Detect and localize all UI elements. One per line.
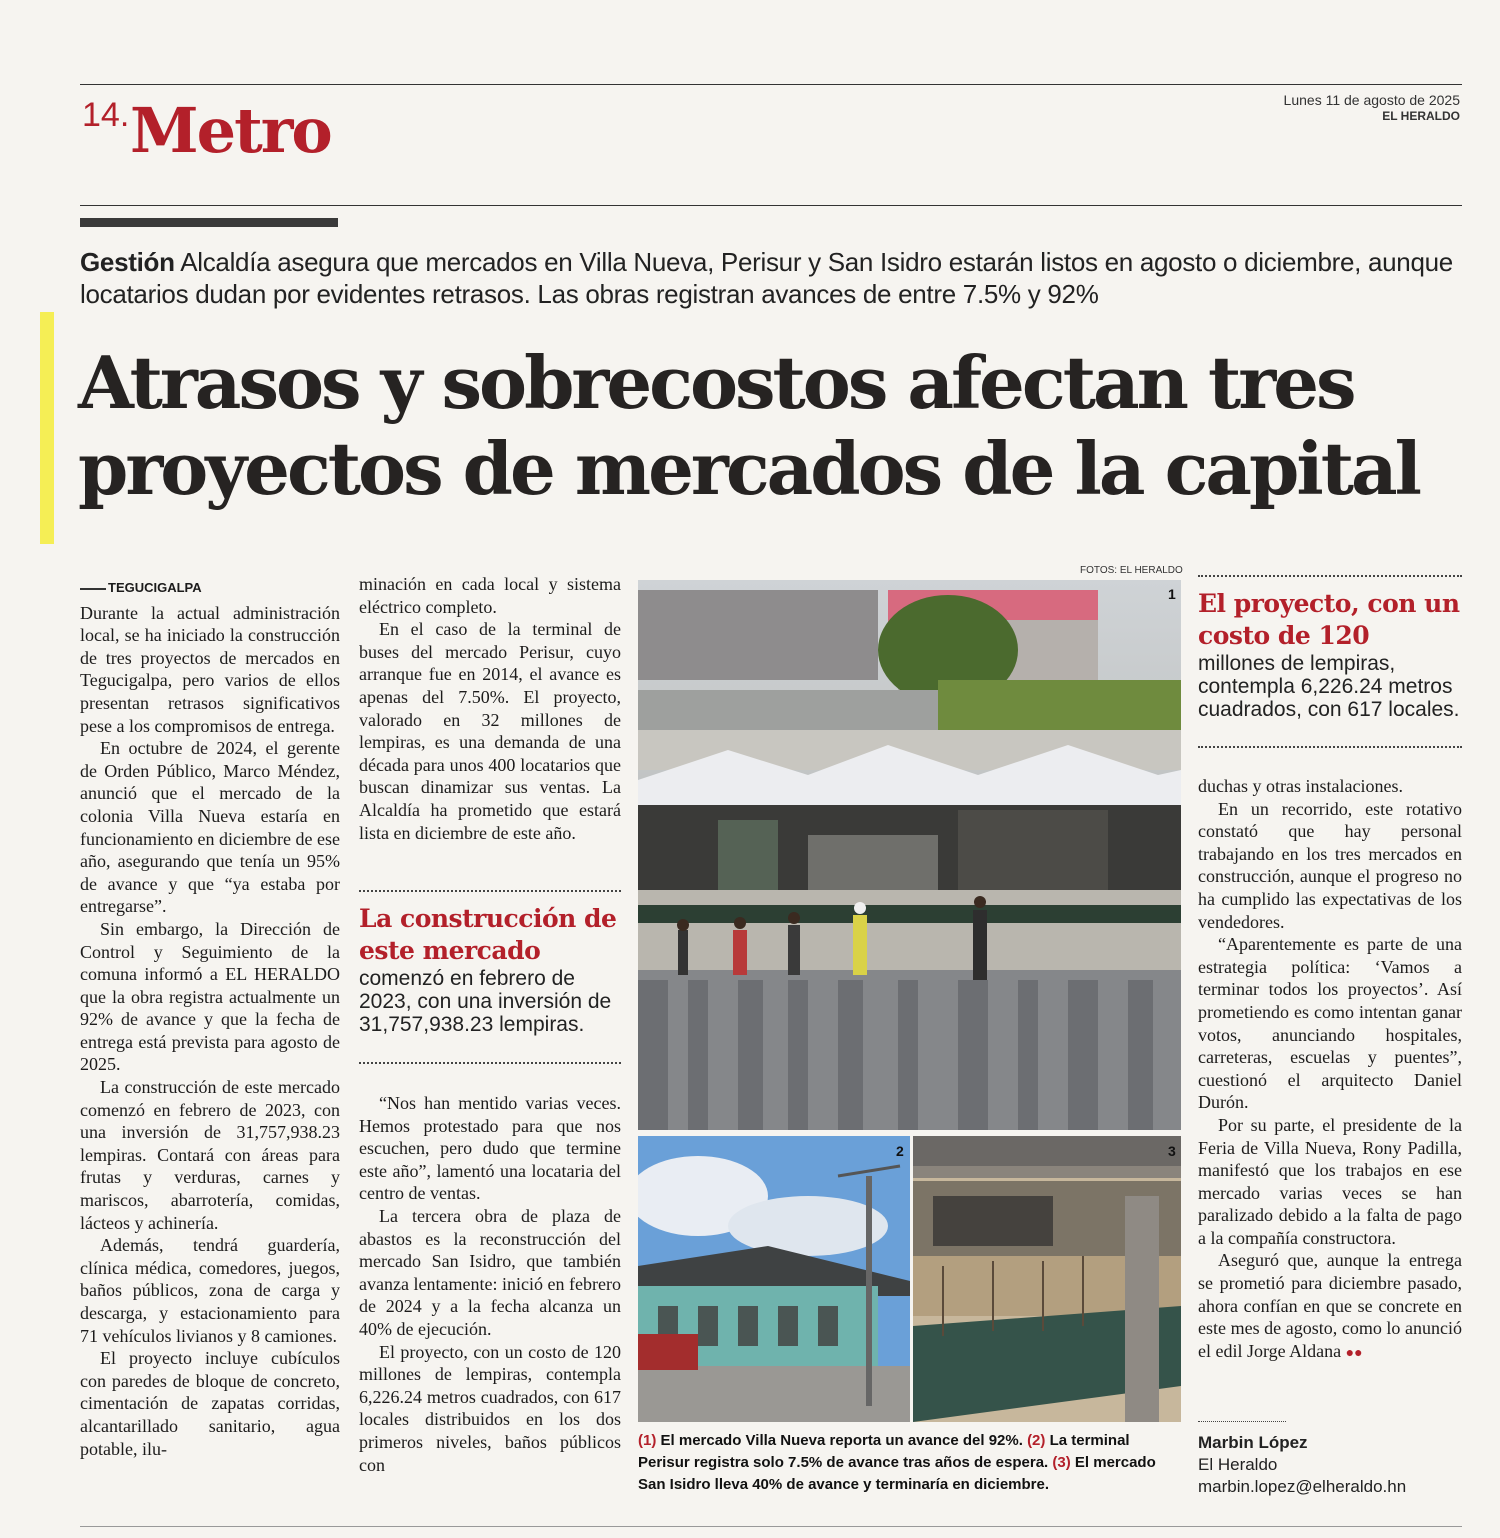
page-number: 14. xyxy=(82,96,130,134)
paragraph: Durante la actual administración local, se ha iniciado la construcción de tres proyectos de mercados en Tegucigalpa, pero varios de ellos presentan retrasos significativos pese a los compromisos de entrega. xyxy=(80,602,340,736)
headline-line-2: proyectos de mercados de la capital xyxy=(78,426,1420,511)
pullquote-construction xyxy=(359,903,621,1036)
byline xyxy=(1198,1432,1406,1498)
photo-caption xyxy=(638,1430,1183,1496)
paragraph: Además, tendrá guardería, clínica médica, comedores, juegos, baños públicos, zona de carga y descarga, y estacionamiento para 71 vehículos livianos y 8 camiones. xyxy=(80,1235,340,1346)
section-title: Metro xyxy=(130,94,331,167)
paragraph: “Aparentemente es parte de una estrategia política: ‘Vamos a terminar todos los proyectos’. Así prometiendo es como intentan ganar votos, anunciando hospitales, carreteras, escuelas y puentes”, cuestionó el arquitecto Daniel Durón. xyxy=(1198,934,1462,1113)
photo-credit: FOTOS: EL HERALDO xyxy=(1080,565,1183,576)
paragraph: minación en cada local y sistema eléctrico completo. xyxy=(359,574,621,617)
article-column-2-bottom xyxy=(359,1092,621,1476)
marker-highlight xyxy=(40,312,54,544)
section-bar xyxy=(80,218,338,227)
pullquote-divider xyxy=(359,1062,621,1064)
paragraph: El proyecto incluye cubículos con paredes de bloque de concreto, cimentación de zapatas corridas, alcantarillado sanitario, agua potable, ilu- xyxy=(80,1348,340,1459)
photo-number-1: 1 xyxy=(1168,586,1176,602)
paragraph: En octubre de 2024, el gerente de Orden Público, Marco Méndez, anunció que el mercado de la colonia Villa Nueva estaría en funcionamiento en diciembre de ese año, asegurando que tenía un 95% de avance y que “ya estaba por entregarse”. xyxy=(80,738,340,917)
paragraph: El proyecto, con un costo de 120 millones de lempiras, contempla 6,226.24 metros cuadrados, con 617 locales distribuidos en los dos primeros niveles, baños públicos con xyxy=(359,1341,621,1475)
caption-text: El mercado San Isidro lleva 40% de avance y terminaría en diciembre. xyxy=(638,1454,1156,1493)
caption-number: (2) xyxy=(1027,1432,1046,1449)
masthead-rule xyxy=(80,205,1462,206)
paragraph: Sin embargo, la Dirección de Control y Seguimiento de la comuna informó a EL HERALDO que la obra registra actualmente un 92% de avance y que la fecha de entrega está prevista para agosto de 2025. xyxy=(80,918,340,1075)
author-email[interactable]: marbin.lopez@elheraldo.hn xyxy=(1198,1477,1407,1496)
issue-date-block xyxy=(1284,92,1460,124)
paragraph-text: Aseguró que, aunque la entrega se prometió para diciembre pasado, ahora confían en que se concrete en este mes de agosto, como lo anunció el edil Jorge Aldana xyxy=(1198,1250,1462,1361)
byline-divider xyxy=(1198,1421,1286,1422)
photo-san-isidro-market xyxy=(913,1136,1181,1422)
article-column-3 xyxy=(1198,775,1462,1365)
pullquote-body: millones de lempiras, contempla 6,226.24 metros cuadrados, con 617 locales. xyxy=(1198,652,1460,721)
construction-site-image xyxy=(913,1136,1181,1422)
paper-name: EL HERALDO xyxy=(1382,109,1460,123)
top-rule xyxy=(80,84,1462,85)
paragraph: “Nos han mentido varias veces. Hemos protestado para que nos escuchen, pero dudo que termine este año”, lamentó una locataria del centro de ventas. xyxy=(359,1093,621,1204)
bottom-rule xyxy=(80,1526,1462,1527)
lead-label: Gestión xyxy=(80,247,175,277)
pullquote-title: El proyecto, con un costo de 120 xyxy=(1198,589,1460,650)
paragraph: La construcción de este mercado comenzó en febrero de 2023, con una inversión de 31,757,938.23 lempiras. Contará con áreas para frutas y verduras, carnes y mariscos, abarrotería, comidas, lácteos y achinería. xyxy=(80,1077,340,1233)
caption-number: (3) xyxy=(1052,1454,1071,1471)
author-outlet: El Heraldo xyxy=(1198,1455,1278,1474)
pullquote-cost xyxy=(1198,588,1462,721)
headline-line-1: Atrasos y sobrecostos afectan tres xyxy=(78,340,1354,425)
caption-number: (1) xyxy=(638,1432,657,1449)
pullquote-divider xyxy=(359,890,621,892)
headline xyxy=(78,340,1478,512)
end-mark: ●● xyxy=(1345,1345,1363,1361)
paragraph: La tercera obra de plaza de abastos es la reconstrucción del mercado San Isidro, que también avanza lentamente: inició en febrero de 2024 y a la fecha alcanza un 40% de ejecución. xyxy=(359,1205,621,1339)
article-column-2-top xyxy=(359,573,621,844)
photo-perisur-terminal xyxy=(638,1136,910,1422)
photo-villa-nueva-market xyxy=(638,580,1181,1130)
paragraph: Por su parte, el presidente de la Feria de Villa Nueva, Rony Padilla, manifestó que los trabajos en ese mercado varias veces se han paralizado debido a la falta de pago a la compañía constructora. xyxy=(1198,1114,1462,1248)
lead-deck xyxy=(80,246,1465,310)
photo-number-2: 2 xyxy=(896,1143,904,1159)
caption-text: El mercado Villa Nueva reporta un avance del 92%. xyxy=(656,1432,1028,1449)
pullquote-divider xyxy=(1198,746,1462,748)
lead-text: Alcaldía asegura que mercados en Villa Nueva, Perisur y San Isidro estarán listos en agosto o diciembre, aunque locatarios dudan por evidentes retrasos. Las obras registran avances de entre 7.5% y 92% xyxy=(80,247,1453,309)
article-column-1 xyxy=(80,577,340,1460)
issue-date: Lunes 11 de agosto de 2025 xyxy=(1283,92,1460,108)
author-name: Marbin López xyxy=(1198,1433,1308,1452)
bus-terminal-image xyxy=(638,1136,910,1422)
dateline: TEGUCIGALPA xyxy=(80,577,340,600)
paragraph xyxy=(1198,1249,1462,1365)
market-construction-image xyxy=(638,580,1181,1130)
pullquote-body: comenzó en febrero de 2023, con una inversión de 31,757,938.23 lempiras. xyxy=(359,967,612,1036)
photo-number-3: 3 xyxy=(1168,1143,1176,1159)
paragraph: En un recorrido, este rotativo constató que hay personal trabajando en los tres mercados en construcción, aunque el progreso no ha cumplido las expectativas de los vendedores. xyxy=(1198,798,1462,932)
paragraph: duchas y otras instalaciones. xyxy=(1198,776,1403,796)
caption-text: La terminal Perisur registra solo 7.5% de avance tras años de espera. xyxy=(638,1432,1130,1471)
paragraph: En el caso de la terminal de buses del mercado Perisur, cuyo arranque fue en 2014, el avance es apenas del 7.50%. El proyecto, valorado en 32 millones de lempiras, es una demanda de una década para unos 400 locatarios que buscan dinamizar sus ventas. La Alcaldía ha prometido que estará lista en diciembre de este año. xyxy=(359,619,621,843)
pullquote-divider xyxy=(1198,575,1462,577)
pullquote-title: La construcción de este mercado xyxy=(359,904,617,965)
